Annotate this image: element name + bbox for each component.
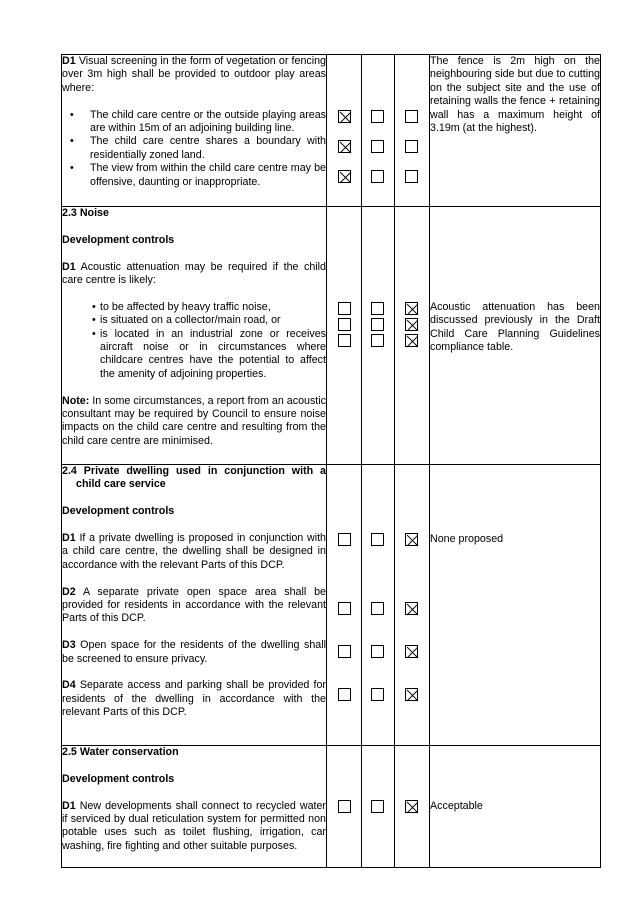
checkbox-empty[interactable]	[371, 334, 384, 347]
checkbox-empty[interactable]	[371, 302, 384, 315]
checkbox-empty[interactable]	[371, 533, 384, 546]
section-subheading: Development controls	[62, 772, 175, 785]
comment-cell: Acoustic attenuation has been discussed previously in the Draft Child Care Planning Guidelines compliance table.	[430, 207, 601, 465]
checkbox-empty[interactable]	[371, 645, 384, 658]
list-item: • to be affected by heavy traffic noise,	[100, 301, 326, 314]
checkbox-empty[interactable]	[338, 533, 351, 546]
control-text: Separate access and parking shall be provided for residents of the dwelling in accordance with the relevant Parts of this DCP.	[62, 679, 326, 719]
requirement-cell	[62, 746, 327, 868]
table-row-visual-screening	[62, 55, 601, 207]
checkbox-empty[interactable]	[405, 140, 418, 153]
check-column-no	[362, 55, 395, 207]
checkbox-checked[interactable]	[405, 318, 418, 331]
section-subheading: Development controls	[62, 233, 175, 246]
table-row-noise	[62, 207, 601, 465]
checkbox-empty[interactable]	[338, 602, 351, 615]
check-column-yes	[327, 207, 362, 465]
checkbox-empty[interactable]	[371, 140, 384, 153]
list-item: • The child care centre shares a boundary with residentially zoned land.	[90, 135, 326, 162]
control-label: D1	[62, 532, 76, 544]
requirement-cell	[62, 465, 327, 746]
checkbox-checked[interactable]	[338, 140, 351, 153]
check-column-yes	[327, 465, 362, 746]
table-row-water-conservation	[62, 746, 601, 868]
control-text: Acoustic attenuation may be required if the child care centre is likely:	[62, 260, 326, 286]
checkbox-empty[interactable]	[405, 110, 418, 123]
checkbox-empty[interactable]	[371, 800, 384, 813]
checkbox-empty[interactable]	[338, 334, 351, 347]
control-text: New developments shall connect to recycled water if serviced by dual reticulation system for permitted non potable uses such as toilet flushing, irrigation, car washing, fire fighting and other suitable purposes.	[62, 799, 326, 852]
checkbox-checked[interactable]	[405, 800, 418, 813]
comment-cell: None proposed	[430, 465, 601, 746]
check-column-no	[362, 465, 395, 746]
list-item: • The child care centre or the outside playing areas are within 15m of an adjoining building line.	[90, 109, 326, 136]
check-column-no	[362, 746, 395, 868]
control-label: D1	[62, 260, 76, 273]
checkbox-empty[interactable]	[338, 318, 351, 331]
list-item: • The view from within the child care centre may be offensive, daunting or inappropriate.	[90, 162, 326, 189]
checkbox-checked[interactable]	[405, 302, 418, 315]
control-label: D3	[62, 639, 76, 652]
checkbox-empty[interactable]	[371, 688, 384, 701]
checkbox-empty[interactable]	[371, 110, 384, 123]
checkbox-empty[interactable]	[338, 688, 351, 701]
control-text: If a private dwelling is proposed in conjunction with a child care centre, the dwelling shall be designed in accordance with the relevant Parts of this DCP.	[62, 532, 326, 571]
checkbox-checked[interactable]	[405, 645, 418, 658]
checkbox-empty[interactable]	[371, 170, 384, 183]
note-label: Note:	[62, 394, 90, 407]
checkbox-empty[interactable]	[371, 602, 384, 615]
check-column-yes	[327, 55, 362, 207]
check-column-na	[395, 465, 430, 746]
section-heading: 2.4 Private dwelling used in conjunction with a child care service	[62, 465, 326, 491]
checkbox-empty[interactable]	[338, 645, 351, 658]
checkbox-empty[interactable]	[371, 318, 384, 331]
check-column-yes	[327, 746, 362, 868]
requirement-cell	[62, 207, 327, 465]
checkbox-checked[interactable]	[338, 170, 351, 183]
comment-cell: The fence is 2m high on the neighbouring side but due to cutting on the subject site and the use of retaining walls the fence + retaining wall has a maximum height of 3.19m (at the highest).	[430, 55, 601, 207]
section-heading: 2.5 Water conservation	[62, 746, 179, 758]
checkbox-checked[interactable]	[405, 334, 418, 347]
requirement-cell	[62, 55, 327, 207]
check-column-no	[362, 207, 395, 465]
control-text: Open space for the residents of the dwelling shall be screened to ensure privacy.	[62, 639, 326, 665]
comment-cell: Acceptable	[430, 746, 601, 868]
bullet-list	[62, 109, 326, 189]
checkbox-checked[interactable]	[405, 602, 418, 615]
list-item: • is situated on a collector/main road, or	[100, 314, 326, 327]
check-column-na	[395, 746, 430, 868]
checkbox-empty[interactable]	[405, 170, 418, 183]
checkbox-checked[interactable]	[405, 688, 418, 701]
control-label: D4	[62, 679, 76, 692]
checkbox-checked[interactable]	[338, 110, 351, 123]
control-label: D1	[62, 799, 76, 812]
section-subheading: Development controls	[62, 505, 175, 518]
control-text: Visual screening in the form of vegetation or fencing over 3m high shall be provided to outdoor play areas where:	[62, 55, 326, 94]
table-row-private-dwelling	[62, 465, 601, 746]
control-label: D1	[62, 55, 76, 67]
checkbox-checked[interactable]	[405, 533, 418, 546]
checkbox-empty[interactable]	[338, 800, 351, 813]
check-column-na	[395, 55, 430, 207]
checkbox-empty[interactable]	[338, 302, 351, 315]
check-column-na	[395, 207, 430, 465]
list-item: • is located in an industrial zone or receives aircraft noise or in circumstances where childcare centres have the potential to affect the amenity of adjoining properties.	[100, 328, 326, 382]
bullet-list	[62, 301, 326, 381]
note-text: In some circumstances, a report from an acoustic consultant may be required by Council to ensure noise impacts on the child care centre and resulting from the child care centre are minimised.	[62, 394, 326, 447]
control-text: A separate private open space area shall be provided for residents in accordance with the relevant Parts of this DCP.	[62, 585, 326, 625]
control-label: D2	[62, 585, 76, 598]
compliance-table	[61, 54, 601, 868]
section-heading: 2.3 Noise	[62, 207, 109, 219]
